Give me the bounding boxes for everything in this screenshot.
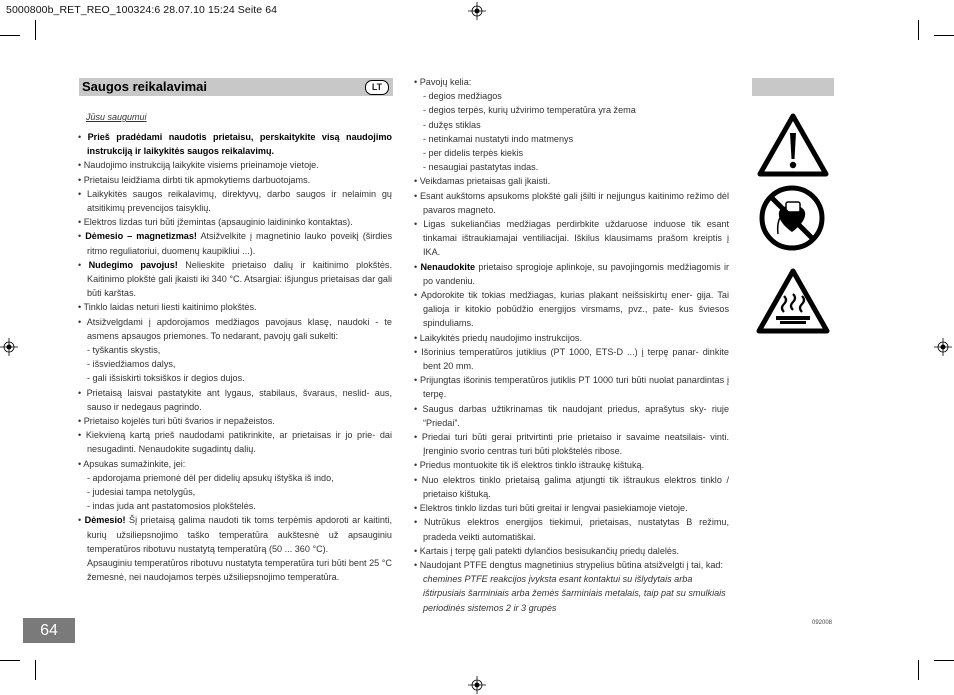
page-number: 64 [23, 618, 75, 643]
no-pacemaker-icon [758, 184, 826, 252]
bullet-item [414, 515, 729, 543]
registration-mark-icon [468, 2, 486, 20]
bullet-marker: • [78, 458, 84, 469]
left-column [78, 130, 392, 585]
bullet-item [414, 345, 729, 373]
crop-mark [934, 35, 954, 36]
body-text: Nelieskite prietaiso dalių ir kaitinimo plokštės. Kaitinimo plokštė gali įkaisti iki 340 °C. Atsargiai: išjungus prietaisas dar gali būti karštas. [87, 259, 393, 299]
sub-item [414, 118, 729, 132]
bullet-marker: • [414, 176, 420, 187]
bullet-marker: • [78, 302, 84, 313]
crop-mark [0, 35, 20, 36]
body-text: Šį prietaisą galima naudoti tik toms terpėmis apdoroti ar kaitinti, kurių užsiliepsnojimo taško temperatūra aukštesnė už apsauginiu temperatūros ribotuvu nustatytą temperatūrą (50 ... 360 °C). [87, 515, 392, 554]
bullet-item [78, 457, 392, 471]
sub-item [414, 572, 729, 615]
body-text: Nuo elektros tinklo prietaisą galima atjungti tik ištraukus elektros tinklo / prietaiso kištuką. [421, 474, 729, 499]
bullet-item [414, 402, 729, 430]
emphasis-text: Nenaudokite [420, 261, 476, 272]
bullet-marker: • [414, 559, 420, 570]
body-text: - išsviedžiamos dalys, [87, 359, 176, 370]
body-text: Kartais į terpę gali patekti dylančios besisukančių priedų dalelės. [419, 545, 680, 556]
bullet-marker: • [414, 77, 420, 87]
bullet-marker: • [414, 375, 421, 386]
body-text: Prijungtas išorinis temperatūros jutiklis PT 1000 turi būti nuolat panardintas į terpę. [420, 375, 729, 400]
bullet-marker: • [414, 261, 421, 272]
sub-item [78, 556, 392, 584]
bullet-item [78, 173, 392, 187]
body-text: Prietaisu leidžiama dirbti tik apmokytiems darbuotojams. [83, 174, 311, 185]
bullet-item [78, 258, 392, 301]
sub-item [78, 485, 392, 499]
body-text: chemines PTFE reakcijos įvyksta esant kontaktui su išlydytais arba ištirpusiais šarminiais arba žemės šarminiais metalais, taip pat su smulkiais periodinės sistemos 2 ir 3 grupės [423, 574, 726, 613]
body-text: Apsukas sumažinkite, jei: [83, 458, 186, 469]
body-text: prietaiso sprogioje aplinkoje, su pavojingomis medžiagomis ir po vandeniu. [423, 261, 729, 286]
bullet-marker: • [78, 387, 87, 398]
bullet-marker: • [78, 217, 84, 228]
bullet-item [78, 215, 392, 229]
warning-exclamation-icon [757, 113, 829, 177]
body-text: Esant aukštoms apsukoms plokštė gali įšilti ir neįjungus kaitinimo režimo dėl pavaros magneto. [419, 190, 729, 215]
body-text: Elektros tinklo lizdas turi būti greitai ir lengvai pasiekiamoje vietoje. [419, 503, 688, 514]
body-text: Laikykitės priedų naudojimo instrukcijos. [419, 332, 582, 343]
bullet-marker: • [78, 132, 88, 142]
bullet-marker: • [414, 545, 420, 556]
bullet-item [78, 300, 392, 314]
body-text: Atsižvelkite į magnetinio lauko poveikį (širdies ritmo reguliatoriui, duomenų kaupikliui ...). [87, 231, 392, 256]
bullet-item [414, 189, 729, 217]
bullet-marker: • [414, 219, 424, 230]
body-text: Priedai turi būti gerai pritvirtinti prie prietaiso ir savaime neatsilais- vinti. Įrenginio svorio centras turi būti plokštelės ribose. [421, 432, 729, 457]
right-column [414, 75, 729, 615]
emphasis-text: Dėmesio – magnetizmas! [85, 231, 197, 242]
bullet-item [414, 430, 729, 458]
bullet-item [414, 544, 729, 558]
bullet-marker: • [78, 316, 87, 327]
bullet-marker: • [414, 432, 422, 443]
bullet-marker: • [78, 188, 88, 199]
bullet-item [78, 130, 392, 158]
bullet-item [414, 458, 729, 472]
bullet-marker: • [78, 515, 85, 526]
crop-mark [35, 20, 36, 40]
body-text: Veikdamas prietaisas gali įkaisti. [419, 176, 551, 187]
body-text: Prietaisą laisvai pastatykite ant lygaus, stabilaus, švaraus, neslid- aus, sauso ir nedegaus pagrindo. [86, 387, 392, 412]
sub-item [78, 357, 392, 371]
emphasis-text: Nudegimo pavojus! [88, 259, 178, 270]
bullet-marker: • [414, 190, 420, 201]
body-text: Naudojant PTFE dengtus magnetinius strypelius būtina atsižvelgti į tai, kad: [419, 559, 724, 570]
bullet-marker: • [414, 290, 421, 301]
bullet-item [78, 428, 392, 456]
bullet-item [414, 260, 729, 288]
body-text: - per didelis terpės kiekis [423, 148, 524, 159]
language-badge: LT [365, 80, 389, 95]
body-text: Kiekvieną kartą prieš naudodami patikrinkite, ar prietaisas ir jo prie- dai nesugadinti. Nenaudokite sugadintų dalių. [85, 430, 392, 455]
bullet-item [414, 174, 729, 188]
bullet-item [414, 558, 729, 572]
bullet-marker: • [78, 259, 89, 270]
body-text: - apdorojama priemonė dėl per didelių apsukų ištyška iš indo, [87, 472, 334, 483]
bullet-item [414, 217, 729, 260]
bullet-item [78, 414, 392, 428]
sub-item [414, 132, 729, 146]
sub-item [78, 499, 392, 513]
body-text: - nesaugiai pastatytas indas. [423, 162, 539, 173]
registration-mark-icon [934, 338, 952, 356]
bullet-marker: • [414, 474, 422, 485]
bullet-item [78, 513, 392, 556]
registration-mark-icon [468, 676, 486, 694]
body-text: - degios medžiagos [423, 91, 502, 102]
icon-column-header [752, 78, 834, 96]
body-text: Tinklo laidas neturi liesti kaitinimo plokštės. [83, 302, 257, 313]
body-text: - netinkamai nustatyti indo matmenys [423, 133, 574, 144]
body-text: - indas juda ant pastatomosios plokštelės. [87, 501, 256, 512]
bullet-item [78, 315, 392, 343]
crop-mark [0, 660, 20, 661]
bullet-marker: • [78, 160, 84, 171]
bullet-marker: • [414, 517, 425, 528]
body-text: - judesiai tampa netolygūs, [87, 487, 196, 498]
body-text: Nutrūkus elektros energijos tiekimui, prietaisas, nustatytas B režimu, pradeda veikti automatiškai. [423, 517, 729, 542]
body-text: Atsižvelgdami į apdorojamos medžiagos pavojaus klasę, naudoki - te asmens apsaugos priemones. To nedarant, pavojų gali sukelti: [86, 316, 392, 341]
body-text: Apsauginiu temperatūros ribotuvu nustatyta temperatūra turi būti bent 25 °C žemesnė, nei naudojamos terpės užsiliepsnojimo temperatūra. [87, 558, 392, 583]
sub-item [78, 471, 392, 485]
sub-item [414, 160, 729, 174]
body-text: Ligas sukeliančias medžiagas perdirbkite uždaruose induose tik esant tinkamai ištraukiamajai ventiliacijai. Iškilus klausimams prašom kreiptis į IKA. [423, 219, 729, 258]
bullet-marker: • [414, 346, 422, 357]
body-text: - degios terpės, kurių užvirimo temperatūra yra žema [423, 105, 636, 116]
section-title: Saugos reikalavimai [82, 79, 208, 94]
document-code: 092008 [812, 620, 833, 626]
body-text: Priedus montuokite tik iš elektros tinklo ištraukę kištuką. [419, 460, 645, 471]
sub-item [78, 371, 392, 385]
sub-item [414, 103, 729, 117]
bullet-item [78, 386, 392, 414]
body-text: - dužęs stiklas [423, 119, 481, 130]
crop-mark [35, 660, 36, 680]
bullet-item [78, 187, 392, 215]
registration-mark-icon [0, 338, 18, 356]
bullet-item [78, 229, 392, 257]
bullet-marker: • [78, 416, 84, 427]
bullet-marker: • [414, 332, 420, 343]
bullet-item [414, 373, 729, 401]
hot-surface-icon [756, 268, 830, 334]
body-text: Prietaiso kojelės turi būti švarios ir nepažeistos. [83, 416, 275, 427]
emphasis-text: Prieš pradėdami naudotis prietaisu, perskaitykite visą naudojimo instrukciją ir laikykitės saugos reikalavimų. [87, 132, 392, 157]
body-text: - tyškantis skystis, [87, 345, 161, 356]
crop-mark [918, 660, 919, 680]
body-text: Laikykitės saugos reikalavimų, direktyvų, darbo saugos ir nelaimin gų atsitikimų prevencijos taisyklių. [87, 188, 392, 214]
sub-item [78, 343, 392, 357]
body-text: Išorinius temperatūros jutiklius (PT 1000, ETS-D ...) į terpę panar- dinkite bent 20 mm. [421, 346, 729, 372]
bullet-marker: • [78, 231, 86, 242]
print-header: 5000800b_RET_REO_100324:6 28.07.10 15:24 Seite 64 [6, 4, 278, 16]
body-text: - gali išsiskirti toksiškos ir degios dujos. [87, 373, 245, 384]
body-text: Elektros lizdas turi būti įžemintas (apsauginio laidininko kontaktas). [83, 217, 353, 228]
crop-mark [918, 20, 919, 40]
sub-item [414, 89, 729, 103]
bullet-marker: • [414, 503, 420, 514]
bullet-item [414, 473, 729, 501]
emphasis-text: Dėmesio! [84, 515, 126, 526]
body-text: Saugus darbas užtikrinamas tik naudojant priedus, aprašytus sky- riuje “Priedai”. [422, 403, 730, 428]
crop-mark [934, 660, 954, 661]
body-text: Pavojų kelia: [419, 77, 472, 87]
bullet-item [414, 288, 729, 331]
bullet-marker: • [78, 430, 86, 441]
bullet-marker: • [78, 174, 84, 185]
bullet-item [414, 331, 729, 345]
body-text: Naudojimo instrukciją laikykite visiems prieinamoje vietoje. [83, 160, 319, 171]
bullet-item [414, 75, 729, 89]
bullet-marker: • [414, 403, 423, 414]
bullet-marker: • [414, 460, 420, 471]
subheading: Jūsu saugumui [86, 112, 147, 122]
sub-item [414, 146, 729, 160]
bullet-item [78, 158, 392, 172]
bullet-item [414, 501, 729, 515]
body-text: Apdorokite tik tokias medžiagas, kurias plakant neišsiskirtų ener- gija. Tai galioja ir kitokio pobūdžio energijos virsmams, pvz., pate- kus šviesos spinduliams. [420, 290, 729, 329]
